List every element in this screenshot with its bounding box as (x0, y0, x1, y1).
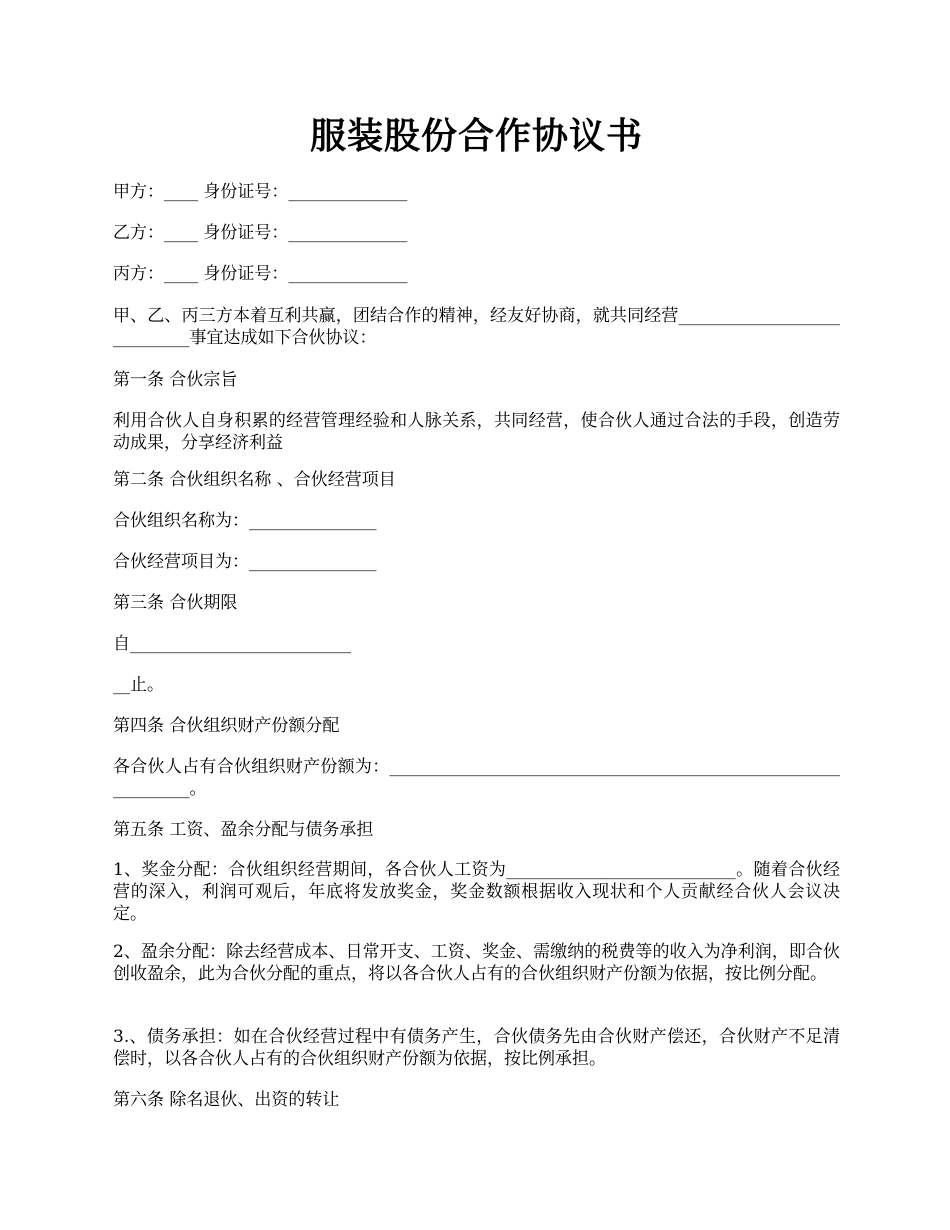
debt-bearing-paragraph: 3.、债务承担：如在合伙经营过程中有债务产生，合伙债务先由合伙财产偿还，合伙财产不足清偿时，以各合伙人占有的合伙组织财产份额为依据，按比例承担。 (113, 1027, 840, 1069)
article-5-heading: 第五条 工资、盈余分配与债务承担 (113, 820, 374, 840)
article-4-heading: 第四条 合伙组织财产份额分配 (113, 716, 340, 736)
business-item-line: 合伙经营项目为：_______________ (113, 552, 377, 572)
surplus-distribution-paragraph: 2、盈余分配：除去经营成本、日常开支、工资、奖金、需缴纳的税费等的收入为净利润，即合伙创收盈余，此为合伙分配的重点，将以各合伙人占有的合伙组织财产份额为依据，按比例分配。 (113, 942, 840, 984)
article-6-heading: 第六条 除名退伙、出资的转让 (113, 1090, 340, 1110)
org-name-line: 合伙组织名称为：_______________ (113, 511, 377, 531)
article-2-heading: 第二条 合伙组织名称 、合伙经营项目 (113, 470, 396, 490)
article-1-heading: 第一条 合伙宗旨 (113, 370, 238, 390)
term-end-line: __止。 (113, 675, 164, 695)
intro-paragraph: 甲、乙、丙三方本着互利共赢，团结合作的精神，经友好协商，就共同经营____________________________事宜达成如下合伙协议： (113, 306, 840, 348)
document-title: 服装股份合作协议书 (309, 115, 643, 157)
article-3-heading: 第三条 合伙期限 (113, 593, 238, 613)
party-a-line: 甲方：____ 身份证号：______________ (113, 182, 408, 202)
article-1-body: 利用合伙人自身积累的经营管理经验和人脉关系，共同经营，使合伙人通过合法的手段，创造劳动成果，分享经济利益 (113, 411, 840, 453)
term-start-line: 自__________________________ (113, 634, 351, 654)
party-c-line: 丙方：____ 身份证号：______________ (113, 264, 408, 284)
article-4-body: 各合伙人占有合伙组织财产份额为：______________________________________________________________。 (113, 757, 840, 799)
party-b-line: 乙方：____ 身份证号：______________ (113, 223, 408, 243)
bonus-distribution-paragraph: 1、奖金分配：合伙组织经营期间，各合伙人工资为___________________________。随着合伙经营的深入，利润可观后，年底将发放奖金，奖金数额根据收入现状和个人贡献经合伙人会议决定。 (113, 860, 840, 924)
